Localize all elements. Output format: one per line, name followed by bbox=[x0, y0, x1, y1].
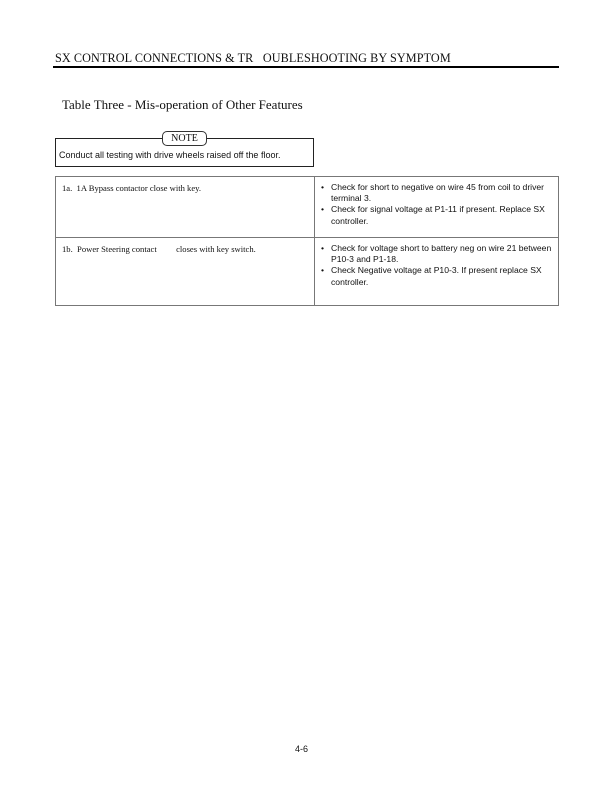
checks-list bbox=[321, 182, 554, 227]
bullet-icon: • bbox=[321, 182, 325, 192]
checks-list bbox=[321, 243, 554, 288]
list-item bbox=[321, 204, 554, 226]
table-row bbox=[56, 238, 559, 306]
header-rule bbox=[53, 66, 559, 68]
list-item bbox=[321, 265, 554, 287]
table-title: Table Three - Mis-operation of Other Features bbox=[62, 97, 303, 112]
table-row bbox=[56, 177, 559, 238]
symptom-cell: 1a. 1A Bypass contactor close with key. bbox=[56, 177, 315, 238]
check-text: Check for short to negative on wire 45 from coil to driver terminal 3. bbox=[331, 182, 545, 204]
page-number: 4-6 bbox=[295, 744, 309, 754]
bullet-icon: • bbox=[321, 204, 325, 215]
checks-cell bbox=[315, 238, 559, 306]
check-text: Check Negative voltage at P10-3. If present replace SX controller. bbox=[331, 265, 542, 287]
checks-cell bbox=[315, 177, 559, 238]
bullet-icon: • bbox=[321, 265, 325, 276]
list-item bbox=[321, 243, 554, 265]
bullet-icon: • bbox=[321, 243, 325, 253]
section-header: SX CONTROL CONNECTIONS & TR OUBLESHOOTING BY SYMPTOM bbox=[55, 51, 451, 65]
note-text: Conduct all testing with drive wheels raised off the floor. bbox=[59, 150, 281, 160]
list-item bbox=[321, 182, 554, 204]
check-text: Check for voltage short to battery neg on wire 21 between P10-3 and P1-18. bbox=[331, 243, 552, 265]
symptom-cell: 1b. Power Steering contact closes with key switch. bbox=[56, 238, 315, 306]
check-text: Check for signal voltage at P1-11 if present. Replace SX controller. bbox=[331, 204, 545, 226]
note-label: NOTE bbox=[162, 131, 207, 146]
symptom-table bbox=[55, 176, 559, 306]
